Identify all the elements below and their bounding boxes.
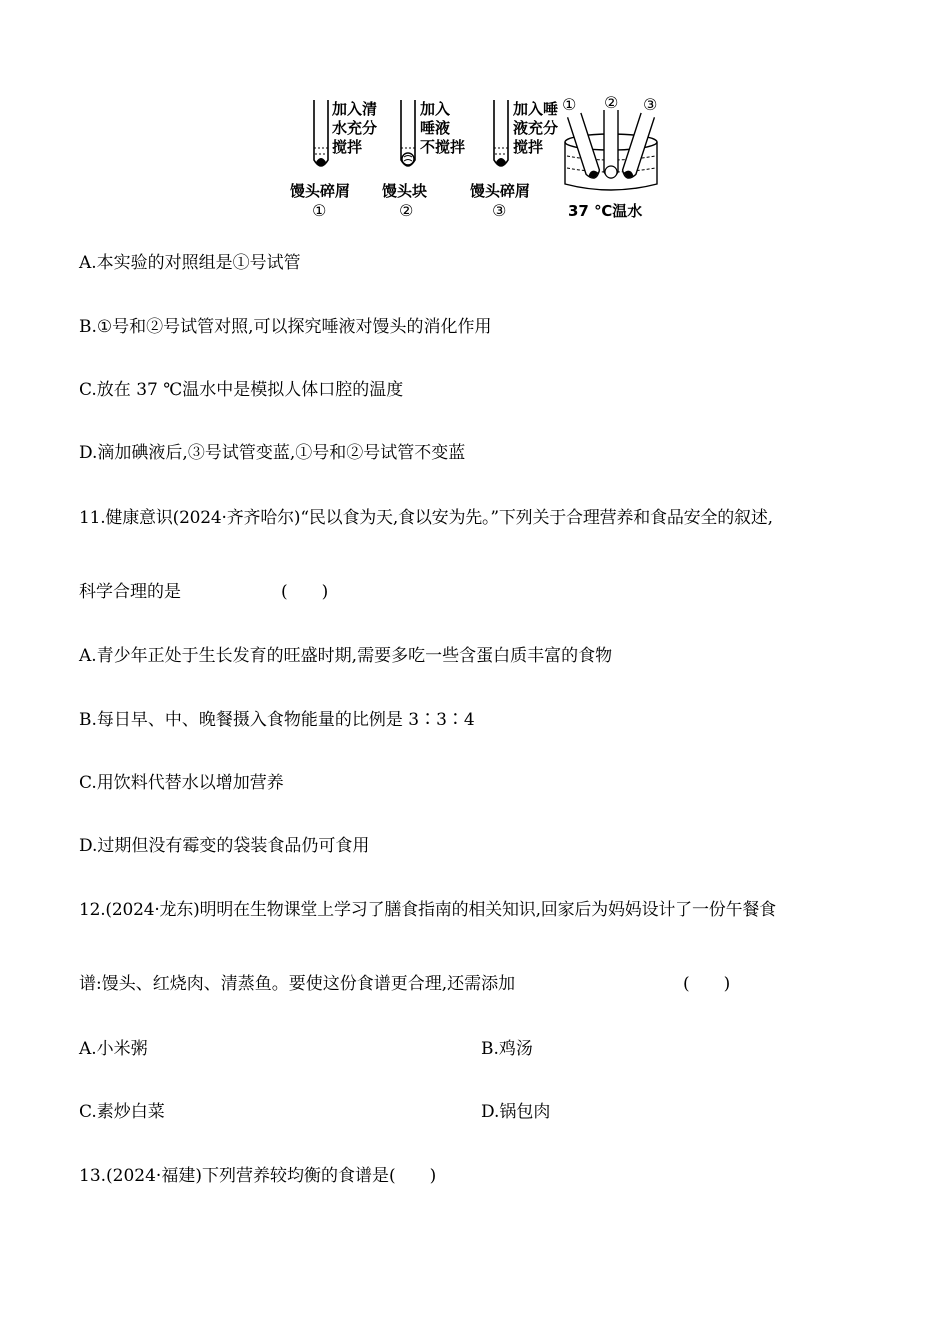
water-bath-beaker [562, 93, 657, 220]
tube2-caption: 馒头块 [382, 182, 428, 200]
q11-option-a: A.青少年正处于生长发育的旺盛时期,需要多吃一些含蛋白质丰富的食物 [79, 646, 613, 666]
q11-answer-blank: ( ) [281, 582, 329, 602]
tube1-label-3: 搅拌 [332, 138, 363, 156]
tube2-number: ② [399, 201, 414, 220]
tube3-label-1: 加入唾 [513, 100, 559, 118]
tube1-caption: 馒头碎屑 [290, 182, 351, 200]
tube2-label-2: 唾液 [420, 119, 451, 137]
q10-option-d: D.滴加碘液后,③号试管变蓝,①号和②号试管不变蓝 [79, 443, 466, 463]
q11-stem-line1: 11.健康意识(2024·齐齐哈尔)“民以食为天,食以安为先。”下列关于合理营养和食品安全的叙述, [79, 508, 773, 528]
bath-tube-number-1: ① [562, 95, 577, 114]
tube3-number: ③ [492, 201, 507, 220]
q12-option-d: D.锅包肉 [481, 1102, 551, 1122]
q12-answer-blank: ( ) [683, 974, 731, 994]
q10-option-b: B.①号和②号试管对照,可以探究唾液对馒头的消化作用 [79, 317, 492, 337]
tube3-label-3: 搅拌 [513, 138, 544, 156]
bath-tube-number-3: ③ [643, 95, 658, 114]
q12-option-c: C.素炒白菜 [79, 1102, 165, 1122]
q10-option-a: A.本实验的对照组是①号试管 [79, 253, 301, 273]
q13-stem: 13.(2024·福建)下列营养较均衡的食谱是( ) [79, 1166, 437, 1186]
q12-stem-line1: 12.(2024·龙东)明明在生物课堂上学习了膳食指南的相关知识,回家后为妈妈设计了一份午餐食 [79, 900, 776, 920]
q12-option-b: B.鸡汤 [481, 1039, 533, 1059]
experiment-figure [284, 92, 674, 224]
test-tube-1 [290, 100, 377, 220]
q10-option-c: C.放在 37 ℃温水中是模拟人体口腔的温度 [79, 380, 404, 400]
tube2-label-1: 加入 [420, 100, 451, 118]
tube1-label-2: 水充分 [332, 119, 378, 137]
q11-option-c: C.用饮料代替水以增加营养 [79, 773, 284, 793]
q11-option-d: D.过期但没有霉变的袋装食品仍可食用 [79, 836, 370, 856]
q11-stem-line2: 科学合理的是 [79, 582, 181, 602]
test-tube-2 [382, 100, 465, 220]
tube3-caption: 馒头碎屑 [470, 182, 531, 200]
tube1-label-1: 加入清 [332, 100, 378, 118]
tube1-number: ① [312, 201, 327, 220]
test-tube-3 [470, 100, 558, 220]
tube3-label-2: 液充分 [513, 119, 559, 137]
q12-option-a: A.小米粥 [79, 1039, 148, 1059]
tube2-label-3: 不搅拌 [420, 138, 466, 156]
water-bath-caption: 37 ℃温水 [568, 202, 643, 220]
bath-tube-number-2: ② [604, 93, 619, 112]
q11-option-b: B.每日早、中、晚餐摄入食物能量的比例是 3∶3∶4 [79, 710, 475, 730]
q12-stem-line2: 谱:馒头、红烧肉、清蒸鱼。要使这份食谱更合理,还需添加 [79, 974, 516, 994]
